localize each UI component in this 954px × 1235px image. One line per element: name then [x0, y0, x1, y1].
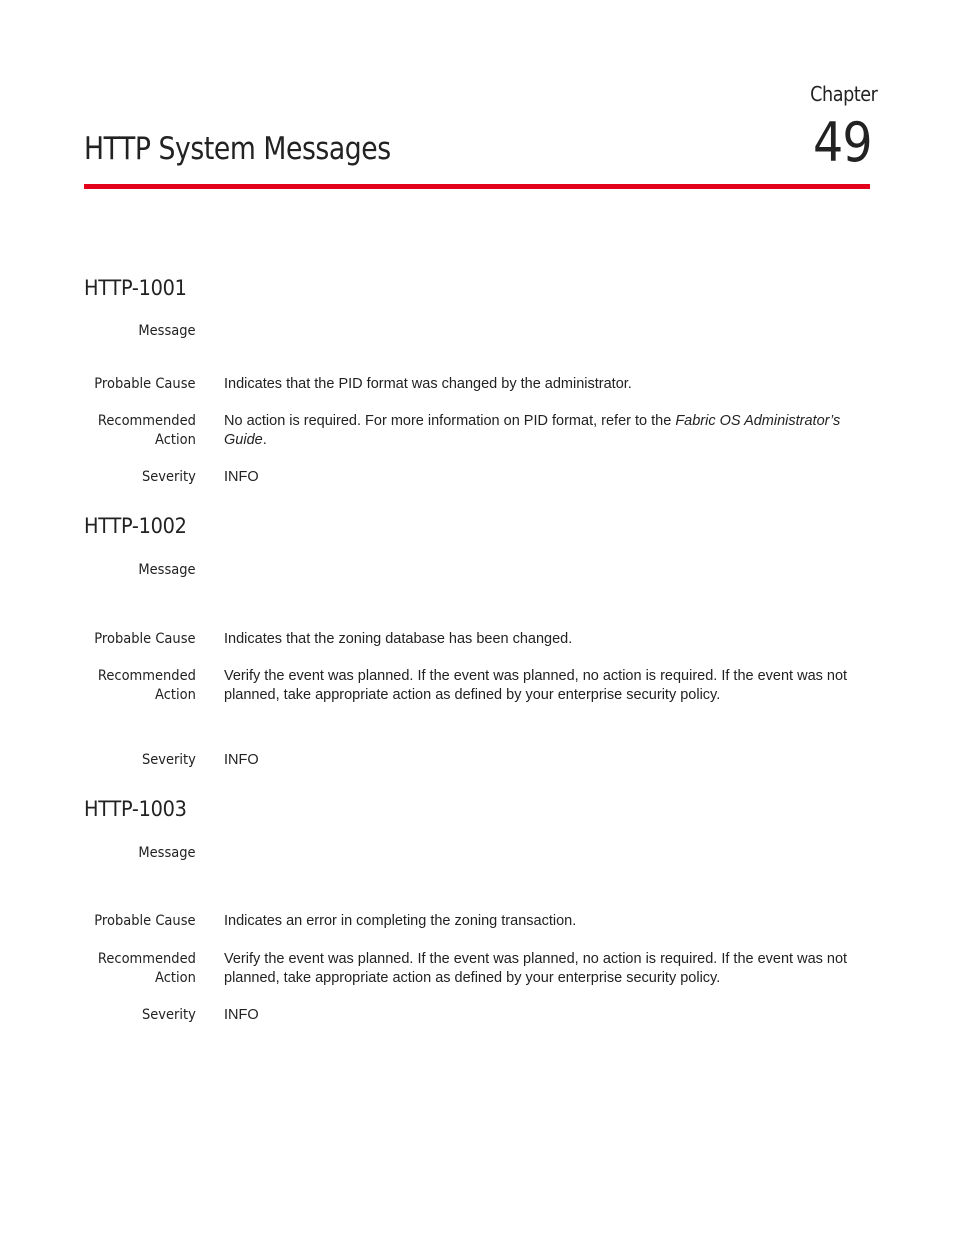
- message-label: Message: [138, 562, 196, 578]
- page-title: HTTP System Messages: [84, 131, 391, 167]
- recommended-action-label-line2: Action: [155, 432, 196, 448]
- recommended-action-value: Verify the event was planned. If the event was planned, no action is required. If the event was not planned, take appropriate action as defined by your enterprise security policy.: [224, 668, 848, 703]
- recommended-action-label-line1: Recommended: [97, 668, 196, 684]
- severity-label: Severity: [142, 1007, 196, 1023]
- recommended-action-label-line1: Recommended: [97, 413, 196, 429]
- recommended-action-label: [98, 667, 196, 705]
- document-reference: Fabric OS Administrator’s Guide: [224, 413, 841, 448]
- recommended-action-label: [98, 412, 196, 450]
- recommended-action-value: [224, 412, 864, 450]
- section-heading: HTTP-1002: [84, 514, 187, 538]
- chapter-label: Chapter: [809, 82, 877, 106]
- severity-value: INFO: [224, 469, 259, 485]
- severity-value: INFO: [224, 752, 259, 768]
- severity-label: Severity: [142, 752, 196, 768]
- section-heading: HTTP-1003: [84, 797, 187, 821]
- section-heading: HTTP-1001: [84, 276, 187, 300]
- recommended-action-label-line2: Action: [155, 970, 196, 986]
- probable-cause-label: Probable Cause: [94, 631, 196, 647]
- recommended-action-label: [98, 950, 196, 988]
- chapter-number: 49: [813, 111, 872, 174]
- recommended-action-label-line2: Action: [155, 687, 196, 703]
- recommended-action-value: Verify the event was planned. If the event was planned, no action is required. If the event was not planned, take appropriate action as defined by your enterprise security policy.: [224, 951, 848, 986]
- probable-cause-label: Probable Cause: [94, 376, 196, 392]
- probable-cause-value: Indicates that the zoning database has been changed.: [224, 631, 573, 647]
- recommended-action-label-line1: Recommended: [97, 951, 196, 967]
- probable-cause-label: Probable Cause: [94, 913, 196, 929]
- recommended-action-end: .: [262, 432, 267, 448]
- severity-label: Severity: [142, 469, 196, 485]
- probable-cause-value: Indicates that the PID format was changed by the administrator.: [224, 376, 632, 392]
- severity-value: INFO: [224, 1007, 259, 1023]
- message-label: Message: [138, 845, 196, 861]
- probable-cause-value: Indicates an error in completing the zoning transaction.: [224, 913, 577, 929]
- title-rule: [84, 184, 870, 189]
- message-label: Message: [138, 323, 196, 339]
- recommended-action-text: No action is required. For more information on PID format, refer to the: [224, 413, 676, 429]
